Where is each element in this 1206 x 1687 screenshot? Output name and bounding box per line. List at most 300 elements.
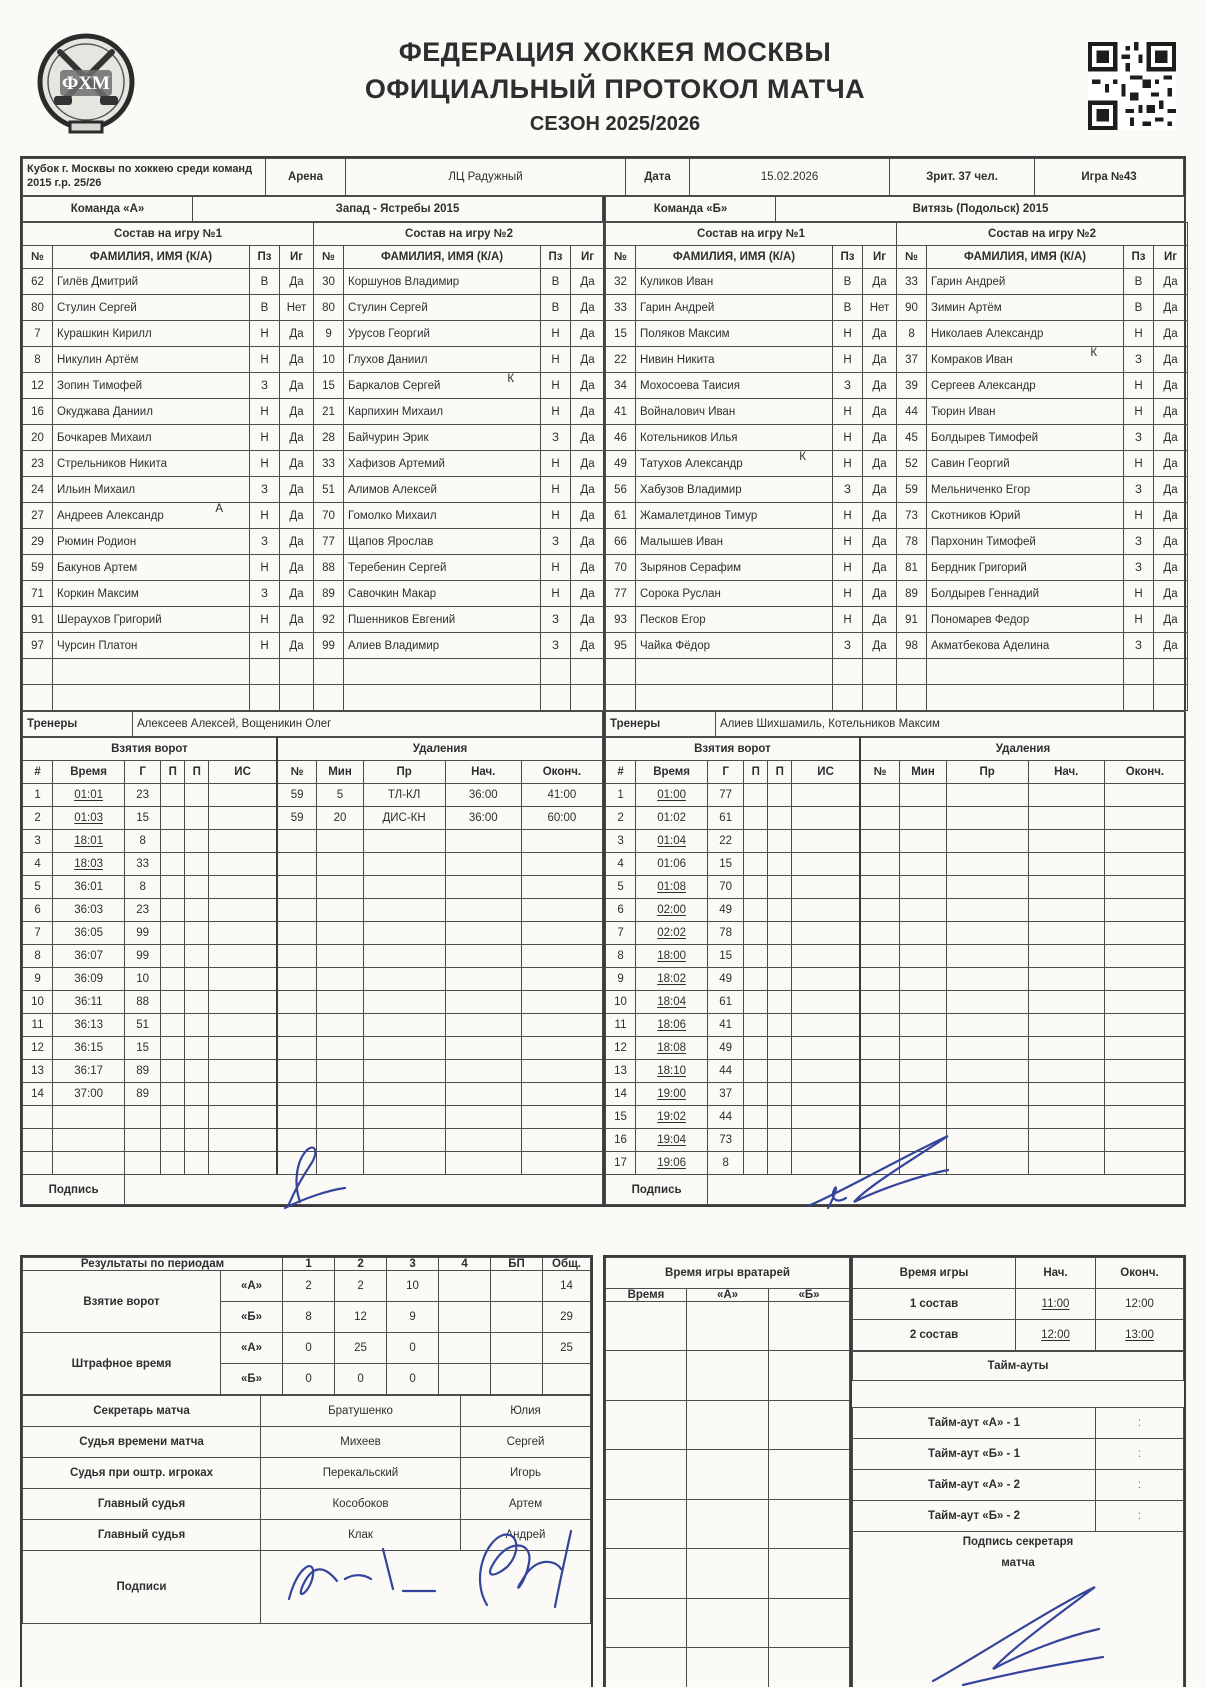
goal-penalty-row [606, 922, 1186, 945]
goalie-time-row [606, 1598, 850, 1647]
player-number: 8 [897, 321, 927, 347]
start-time: 12:00 [1016, 1320, 1096, 1351]
goal-scorer: 78 [708, 922, 744, 945]
goal-penalty-row [606, 968, 1186, 991]
penalty-start [445, 1106, 521, 1129]
player-played: Да [1154, 269, 1188, 295]
game-time-block [852, 1255, 1186, 1687]
col-position: Пз [250, 246, 280, 269]
player-position: З [833, 373, 863, 399]
player-position: З [250, 529, 280, 555]
goalie-b-value [769, 1647, 850, 1687]
penalty-start [445, 876, 521, 899]
player-name: Никулин Артём [53, 347, 250, 373]
player-number: 21 [314, 399, 344, 425]
player-position: Н [250, 555, 280, 581]
player-played: Да [571, 347, 605, 373]
goal-assist1 [744, 991, 768, 1014]
goal-scorer: 49 [708, 899, 744, 922]
player-number: 97 [23, 633, 53, 659]
penalty-start [445, 922, 521, 945]
pen-col-start: Нач. [1028, 761, 1104, 784]
results-title: Результаты по периодам [23, 1258, 283, 1271]
penalty-minutes [900, 807, 946, 830]
player-played [863, 685, 897, 711]
goal-is [209, 784, 277, 807]
results-value: 29 [543, 1302, 591, 1333]
goal-assist2 [185, 899, 209, 922]
goal-assist1 [161, 876, 185, 899]
official-role: Судья при оштр. игроках [23, 1458, 261, 1489]
goal-penalty-row [606, 1083, 1186, 1106]
goal-assist1 [744, 876, 768, 899]
player-position: Н [541, 503, 571, 529]
results-value [491, 1333, 543, 1364]
results-value: 0 [387, 1333, 439, 1364]
penalty-minutes [900, 876, 946, 899]
penalty-reason [363, 1129, 445, 1152]
goal-is [792, 1083, 860, 1106]
team-b-signature-label: Подпись [606, 1175, 708, 1205]
goal-assist2 [768, 830, 792, 853]
player-number: 15 [606, 321, 636, 347]
player-name: Куликов Иван [636, 269, 833, 295]
player-position: З [833, 477, 863, 503]
goal-n: 10 [606, 991, 636, 1014]
penalty-number [277, 830, 317, 853]
penalty-end [521, 1037, 602, 1060]
time-block [603, 1255, 1186, 1687]
player-name: Зопин Тимофей [53, 373, 250, 399]
col-name: ФАМИЛИЯ, ИМЯ (К/А) [53, 246, 250, 269]
player-number: 9 [314, 321, 344, 347]
player-position: Н [250, 425, 280, 451]
player-number: 66 [606, 529, 636, 555]
goal-assist1 [744, 922, 768, 945]
goal-assist2 [185, 1106, 209, 1129]
goals-title: Взятия ворот [23, 738, 277, 761]
team-b-roster [605, 222, 1188, 711]
goal-penalty-row [23, 784, 603, 807]
penalty-minutes [317, 968, 363, 991]
official-surname: Перекальский [261, 1458, 461, 1489]
goal-is [792, 1014, 860, 1037]
penalty-minutes [317, 1014, 363, 1037]
player-number: 10 [314, 347, 344, 373]
team-b-label: Команда «Б» [606, 197, 776, 222]
goal-is [209, 899, 277, 922]
goal-time: 36:03 [53, 899, 125, 922]
penalty-end: 60:00 [521, 807, 602, 830]
goalie-time-row [606, 1351, 850, 1400]
goal-n: 17 [606, 1152, 636, 1175]
player-name: Савин Георгий [927, 451, 1124, 477]
goal-n: 1 [606, 784, 636, 807]
goalie-time-row [606, 1400, 850, 1449]
goal-scorer: 8 [125, 876, 161, 899]
goalie-time-value [606, 1549, 687, 1598]
goal-penalty-row [606, 1014, 1186, 1037]
penalty-reason [946, 899, 1028, 922]
roster-row [23, 347, 605, 373]
results-group-label: Взятие ворот [23, 1271, 221, 1333]
penalty-end [1104, 1152, 1185, 1175]
penalty-start [1028, 1083, 1104, 1106]
goal-assist1 [744, 1060, 768, 1083]
goal-n: 7 [606, 922, 636, 945]
penalty-number [277, 1060, 317, 1083]
team-b-coaches [605, 711, 1186, 737]
player-name [344, 659, 541, 685]
player-name: Жамалетдинов Тимур [636, 503, 833, 529]
player-name: Карпихин Михаил [344, 399, 541, 425]
goal-n: 11 [23, 1014, 53, 1037]
player-name [927, 659, 1124, 685]
roster-row [606, 685, 1188, 711]
roster-row [23, 555, 605, 581]
goal-assist2 [185, 1060, 209, 1083]
official-role: Главный судья [23, 1520, 261, 1551]
document-header [20, 0, 1186, 156]
penalty-reason [363, 1014, 445, 1037]
goal-assist2 [185, 968, 209, 991]
player-number: 12 [23, 373, 53, 399]
player-position: Н [541, 451, 571, 477]
player-number: 77 [314, 529, 344, 555]
penalty-start [1028, 853, 1104, 876]
penalty-number [860, 1129, 900, 1152]
goal-penalty-row [23, 1083, 603, 1106]
goal-time: 01:08 [636, 876, 708, 899]
player-position: Н [541, 347, 571, 373]
col-number: № [23, 246, 53, 269]
penalty-end [1104, 922, 1185, 945]
game-number: Игра №43 [1035, 159, 1184, 196]
penalty-start [1028, 1152, 1104, 1175]
official-row [23, 1489, 591, 1520]
player-number: 88 [314, 555, 344, 581]
col-played: Иг [571, 246, 605, 269]
goal-time: 19:06 [636, 1152, 708, 1175]
goal-assist1 [161, 899, 185, 922]
official-name: Юлия [461, 1396, 591, 1427]
officials-table [22, 1395, 591, 1624]
penalty-reason [946, 853, 1028, 876]
end-time: 12:00 [1096, 1289, 1184, 1320]
penalty-minutes [900, 991, 946, 1014]
roster-row [606, 295, 1188, 321]
goal-time: 18:08 [636, 1037, 708, 1060]
player-played: Да [863, 399, 897, 425]
player-name: Акматбекова Аделина [927, 633, 1124, 659]
goal-scorer: 73 [708, 1129, 744, 1152]
player-played: Да [280, 633, 314, 659]
penalty-end [521, 922, 602, 945]
goal-time [53, 1129, 125, 1152]
player-position [541, 659, 571, 685]
goal-scorer: 99 [125, 945, 161, 968]
penalty-reason [363, 922, 445, 945]
player-name: Хабузов Владимир [636, 477, 833, 503]
player-name: Стрельников Никита [53, 451, 250, 477]
goal-is [209, 991, 277, 1014]
penalty-minutes [317, 1060, 363, 1083]
goal-col-assist1: П [161, 761, 185, 784]
player-name: Стулин Сергей [344, 295, 541, 321]
col-number: № [897, 246, 927, 269]
player-played: Да [863, 555, 897, 581]
roster-row [23, 685, 605, 711]
player-played: Да [863, 503, 897, 529]
summary-area [20, 1255, 1186, 1687]
player-name: Чурсин Платон [53, 633, 250, 659]
penalty-reason [946, 1106, 1028, 1129]
goal-time: 18:06 [636, 1014, 708, 1037]
penalty-number [860, 807, 900, 830]
goal-assist1 [744, 1129, 768, 1152]
team-b-column [605, 196, 1186, 1205]
player-position: З [541, 607, 571, 633]
goal-n: 5 [606, 876, 636, 899]
player-number: 44 [897, 399, 927, 425]
player-played: Да [863, 477, 897, 503]
coaches-label: Тренеры [23, 712, 133, 737]
penalty-start [445, 968, 521, 991]
penalty-number [860, 876, 900, 899]
goal-is [209, 945, 277, 968]
penalty-start [1028, 784, 1104, 807]
goal-penalty-row [23, 968, 603, 991]
penalty-number [860, 968, 900, 991]
goal-penalty-row [606, 876, 1186, 899]
roster-row [23, 477, 605, 503]
goal-penalty-row [23, 807, 603, 830]
player-position: З [250, 373, 280, 399]
player-played: Да [1154, 425, 1188, 451]
penalty-reason [363, 1106, 445, 1129]
results-value: 2 [335, 1271, 387, 1302]
player-position: З [833, 633, 863, 659]
results-row [23, 1333, 591, 1364]
penalty-number [860, 1152, 900, 1175]
penalty-end [1104, 807, 1185, 830]
goal-assist1 [161, 1106, 185, 1129]
player-name: Теребенин Сергей [344, 555, 541, 581]
player-number: 7 [23, 321, 53, 347]
player-name: Окуджава Даниил [53, 399, 250, 425]
timeouts-table [852, 1351, 1184, 1687]
player-number: 91 [23, 607, 53, 633]
goal-assist2 [768, 1152, 792, 1175]
goalie-b-value [769, 1400, 850, 1449]
player-position: В [541, 269, 571, 295]
goal-assist2 [768, 784, 792, 807]
goal-assist1 [161, 991, 185, 1014]
goal-assist1 [744, 830, 768, 853]
goal-n [23, 1129, 53, 1152]
goal-penalty-row [606, 784, 1186, 807]
goal-scorer: 44 [708, 1106, 744, 1129]
goal-time: 02:02 [636, 922, 708, 945]
penalty-start [1028, 830, 1104, 853]
results-value [439, 1302, 491, 1333]
penalty-reason [946, 1060, 1028, 1083]
federation-logo-icon [30, 30, 142, 142]
goal-is [209, 876, 277, 899]
goalie-time-value [606, 1351, 687, 1400]
roster-row [606, 399, 1188, 425]
goal-penalty-row [606, 899, 1186, 922]
penalty-reason [946, 876, 1028, 899]
player-played: Да [280, 373, 314, 399]
player-name: Щапов Ярослав [344, 529, 541, 555]
penalty-minutes: 20 [317, 807, 363, 830]
player-name: Чайка Фёдор [636, 633, 833, 659]
player-name: Болдырев Геннадий [927, 581, 1124, 607]
results-value: 12 [335, 1302, 387, 1333]
player-number: 33 [606, 295, 636, 321]
goalie-time-row [606, 1302, 850, 1351]
player-number: 33 [314, 451, 344, 477]
goal-is [209, 830, 277, 853]
penalty-end [521, 853, 602, 876]
goal-n [23, 1152, 53, 1175]
player-position: Н [833, 321, 863, 347]
penalty-number [860, 1060, 900, 1083]
player-played: Да [1154, 373, 1188, 399]
goal-assist2 [768, 968, 792, 991]
penalty-end [521, 1129, 602, 1152]
penalty-end: 41:00 [521, 784, 602, 807]
penalty-end [1104, 784, 1185, 807]
goal-scorer: 89 [125, 1060, 161, 1083]
goal-col-assist2: П [185, 761, 209, 784]
player-name: Зимин Артём [927, 295, 1124, 321]
goal-is [209, 1060, 277, 1083]
penalty-number [277, 922, 317, 945]
player-name: Малышев Иван [636, 529, 833, 555]
penalty-number [860, 1037, 900, 1060]
player-number: 93 [606, 607, 636, 633]
goal-n: 8 [23, 945, 53, 968]
period-1-header: 1 [283, 1258, 335, 1271]
roster-row [606, 373, 1188, 399]
player-played: Да [1154, 399, 1188, 425]
roster-row [23, 399, 605, 425]
player-played: Да [280, 425, 314, 451]
player-name: Николаев Александр [927, 321, 1124, 347]
player-played: Да [1154, 633, 1188, 659]
player-name: Сергеев Александр [927, 373, 1124, 399]
penalty-number [860, 1014, 900, 1037]
player-number: 71 [23, 581, 53, 607]
player-position: З [250, 477, 280, 503]
roster-row [606, 503, 1188, 529]
goal-is [209, 1014, 277, 1037]
game-time-table [852, 1257, 1184, 1351]
results-team-sub: «Б» [221, 1302, 283, 1333]
col-position: Пз [833, 246, 863, 269]
player-played: Да [571, 399, 605, 425]
goal-scorer: 49 [708, 968, 744, 991]
penalty-end [521, 991, 602, 1014]
goal-assist2 [185, 784, 209, 807]
goal-assist1 [161, 922, 185, 945]
player-position: З [1124, 477, 1154, 503]
player-position: Н [833, 607, 863, 633]
player-played: Да [280, 581, 314, 607]
goal-time: 18:10 [636, 1060, 708, 1083]
period-3-header: 3 [387, 1258, 439, 1271]
player-played: Да [280, 321, 314, 347]
penalty-minutes [317, 1129, 363, 1152]
penalty-end [1104, 991, 1185, 1014]
tournament-name: Кубок г. Москвы по хоккею среди команд 2015 г.р. 25/26 [23, 159, 266, 196]
goal-scorer: 70 [708, 876, 744, 899]
results-value [543, 1364, 591, 1395]
player-position [541, 685, 571, 711]
penalty-reason [946, 968, 1028, 991]
roster-row [606, 659, 1188, 685]
player-name [927, 685, 1124, 711]
goal-assist1 [744, 945, 768, 968]
goalie-time-value [606, 1302, 687, 1351]
penalty-end [1104, 853, 1185, 876]
goal-assist2 [185, 853, 209, 876]
goal-is [792, 922, 860, 945]
pen-col-start: Нач. [445, 761, 521, 784]
team-b-signature-area [708, 1175, 1186, 1205]
roster-row [606, 529, 1188, 555]
document-title-block [142, 37, 1088, 136]
roster-row [23, 503, 605, 529]
penalty-number [860, 784, 900, 807]
player-position: З [1124, 347, 1154, 373]
goal-n: 10 [23, 991, 53, 1014]
official-surname: Михеев [261, 1427, 461, 1458]
goal-n: 3 [23, 830, 53, 853]
goal-is [209, 1083, 277, 1106]
goal-col-scorer: Г [125, 761, 161, 784]
player-number: 62 [23, 269, 53, 295]
start-header: Нач. [1016, 1258, 1096, 1289]
goal-assist2 [768, 922, 792, 945]
player-played: Да [280, 347, 314, 373]
player-name: Глухов Даниил [344, 347, 541, 373]
official-row [23, 1396, 591, 1427]
goalie-a-value [687, 1647, 769, 1687]
penalty-start [445, 853, 521, 876]
goal-penalty-row [23, 945, 603, 968]
player-name: Скотников Юрий [927, 503, 1124, 529]
penalty-reason [363, 1083, 445, 1106]
penalty-minutes [317, 991, 363, 1014]
goal-n: 12 [23, 1037, 53, 1060]
end-time: 13:00 [1096, 1320, 1184, 1351]
goal-is [792, 1106, 860, 1129]
penalty-minutes [317, 899, 363, 922]
goalie-time-title: Время игры вратарей [606, 1258, 850, 1289]
team-a-goals-penalties [22, 737, 603, 1205]
goal-scorer: 49 [708, 1037, 744, 1060]
penalty-end [521, 1014, 602, 1037]
player-played [1154, 659, 1188, 685]
goal-penalty-row [23, 853, 603, 876]
goal-assist2 [185, 1152, 209, 1175]
player-played: Да [571, 607, 605, 633]
player-played: Да [571, 321, 605, 347]
goal-assist1 [744, 784, 768, 807]
